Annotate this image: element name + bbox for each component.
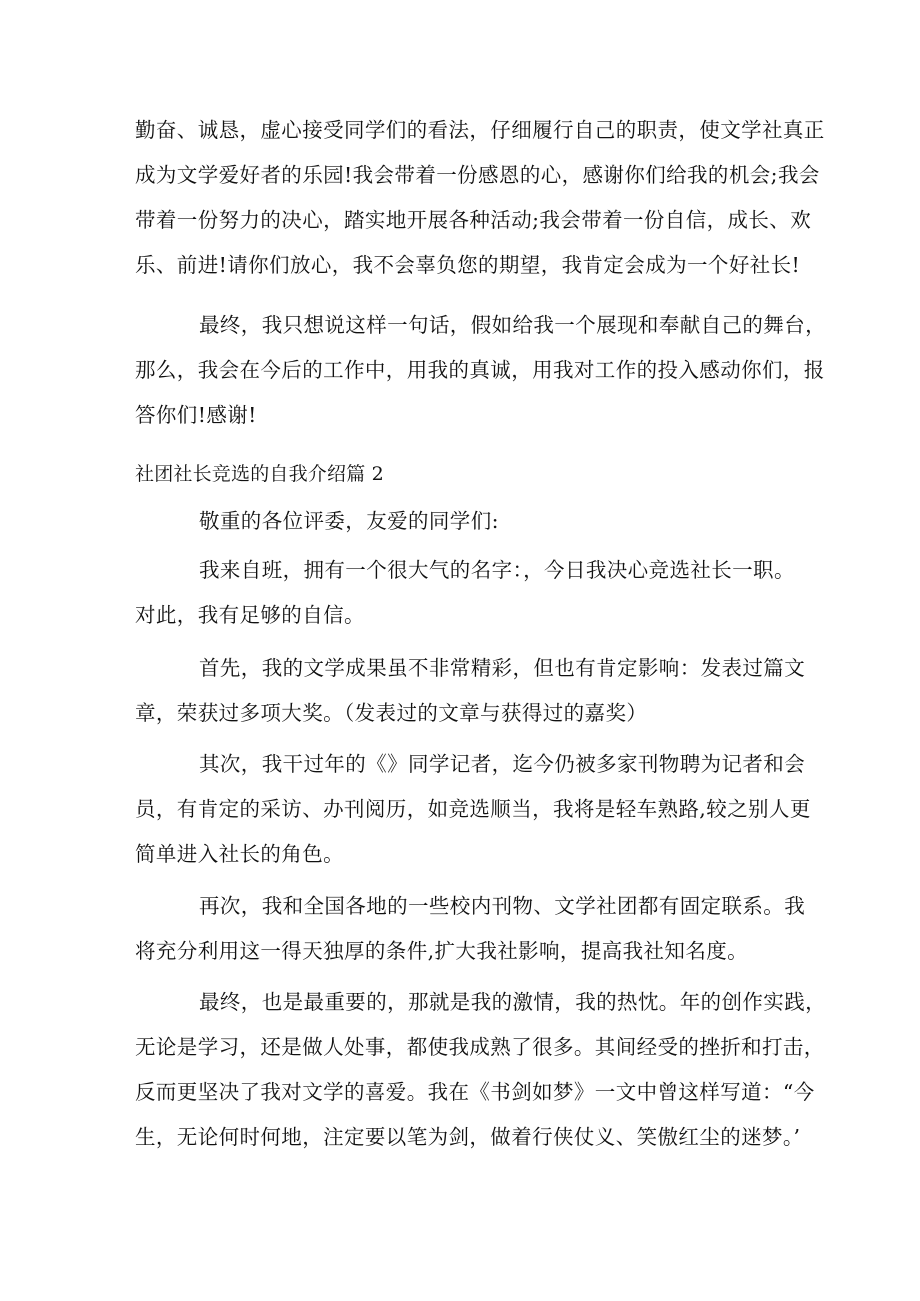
text-line: 员，有肯定的采访、办刊阅历，如竞选顺当，我将是轻车熟路,较之别人更 [135,797,811,821]
text-line: 简单进入社长的角色。 [135,842,344,866]
text-line: 我来自班，拥有一个很大气的名字：，今日我决心竞选社长一职。 [199,558,795,582]
text-line: 章，荣获过多项大奖。（发表过的文章与获得过的嘉奖） [135,701,648,725]
section-title: 社团社长竞选的自我介绍篇 2 [135,463,384,485]
text-line: 敬重的各位评委，友爱的同学们: [199,509,499,533]
text-line: 对此，我有足够的自信。 [135,603,365,627]
text-line: 生，无论何时何地，注定要以笔为剑，做着行侠仗义、笑傲红尘的迷梦。’ [135,1125,801,1149]
text-line: 那么，我会在今后的工作中，用我的真诚，用我对工作的投入感动你们，报 [135,358,825,382]
text-line: 最终，也是最重要的，那就是我的激情，我的热忱。年的创作实践， [199,990,826,1014]
paragraph-second-point [135,742,815,877]
paragraph-first-point [135,646,815,736]
text-line: 首先，我的文学成果虽不非常精彩，但也有肯定影响：发表过篇文 [199,656,806,680]
text-line: 最终，我只想说这样一句话，假如给我一个展现和奉献自己的舞台， [199,313,826,337]
text-line: 勤奋、诚恳，虚心接受同学们的看法，仔细履行自己的职责，使文学社真正 [135,118,825,142]
paragraph-closing-pledge [135,108,825,288]
section-heading [135,452,815,497]
text-line: 其次，我干过年的《》同学记者，迄今仍被多家刊物聘为记者和会 [199,752,806,776]
paragraph-final-point [135,980,826,1160]
text-line: 将充分利用这一得天独厚的条件,扩大我社影响，提高我社知名度。 [135,939,749,963]
text-line: 乐、前进!请你们放心，我不会辜负您的期望，我肯定会成为一个好社长! [135,253,801,277]
paragraph-final-words [135,303,826,438]
paragraph-third-point [135,884,815,974]
text-line: 再次，我和全国各地的一些校内刊物、文学社团都有固定联系。我 [199,894,806,918]
paragraph-introduction [135,548,815,638]
paragraph-salutation [135,499,815,544]
text-line: 成为文学爱好者的乐园!我会带着一份感恩的心，感谢你们给我的机会;我会 [135,163,820,187]
text-line: 带着一份努力的决心，踏实地开展各种活动;我会带着一份自信，成长、欢 [135,208,812,232]
text-line: 答你们!感谢! [135,403,257,427]
text-line: 无论是学习，还是做人处事，都使我成熟了很多。其间经受的挫折和打击， [135,1035,825,1059]
text-line: 反而更坚决了我对文学的喜爱。我在《书剑如梦》一文中曾这样写道：“今 [135,1080,815,1104]
